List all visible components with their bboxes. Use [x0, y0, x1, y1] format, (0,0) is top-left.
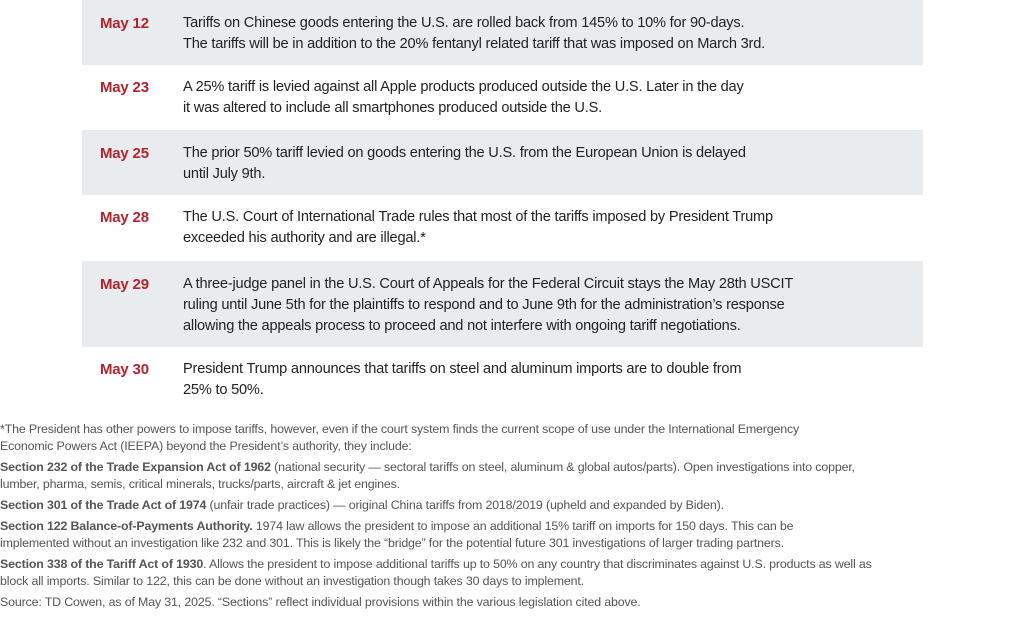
- timeline-description: [183, 77, 744, 119]
- section-title: Section 122 Balance-of-Payments Authority.: [0, 519, 253, 533]
- tariff-timeline: [82, 0, 923, 414]
- timeline-date: May 29: [100, 276, 149, 293]
- timeline-row: [82, 130, 923, 195]
- timeline-date: May 30: [100, 361, 149, 378]
- timeline-date: May 12: [100, 15, 149, 32]
- footnote-line: [0, 556, 1020, 573]
- footnotes: [0, 421, 1020, 615]
- description-line: The U.S. Court of International Trade rules that most of the tariffs imposed by President Trump: [183, 209, 773, 225]
- timeline-date: May 23: [100, 79, 149, 96]
- timeline-row: [82, 195, 923, 261]
- footnote-line: block all imports. Similar to 122, this can be done without an investigation though takes 30 days to implement.: [0, 574, 584, 588]
- footnote-line: Source: TD Cowen, as of May 31, 2025. “Sections” reflect individual provisions within the various legislation cited above.: [0, 595, 641, 609]
- footnote-line: Economic Powers Act (IEEPA) beyond the President’s authority, they include:: [0, 439, 412, 453]
- footnote-line: *The President has other powers to impose tariffs, however, even if the court system finds the current scope of use under the International Emergency: [0, 422, 800, 436]
- description-line: A three-judge panel in the U.S. Court of Appeals for the Federal Circuit stays the May 28th USCIT: [183, 276, 794, 292]
- section-title: Section 301 of the Trade Act of 1974: [0, 498, 207, 512]
- description-line: The tariffs will be in addition to the 20% fentanyl related tariff that was imposed on March 3rd.: [183, 36, 765, 52]
- footnote-section-301: [0, 497, 1020, 514]
- timeline-description: [183, 143, 746, 185]
- description-line: ruling until June 5th for the plaintiffs to respond and to June 9th for the administration’s response: [183, 297, 785, 313]
- description-line: it was altered to include all smartphones produced outside the U.S.: [183, 100, 602, 116]
- timeline-date: May 28: [100, 209, 149, 226]
- timeline-description: [183, 274, 793, 337]
- footnote-line: [0, 518, 1020, 535]
- section-text: (unfair trade practices) — original China tariffs from 2018/2019 (upheld and expanded by Biden).: [206, 498, 724, 512]
- section-title: Section 232 of the Trade Expansion Act of 1962: [0, 460, 271, 474]
- footnote-intro: [0, 421, 1020, 455]
- description-line: exceeded his authority and are illegal.*: [183, 230, 426, 246]
- section-text: 1974 law allows the president to impose an additional 15% tariff on imports for 150 days. This can be: [252, 519, 794, 533]
- footnote-line: [0, 497, 1020, 514]
- timeline-row: [82, 261, 923, 347]
- description-line: Tariffs on Chinese goods entering the U.S. are rolled back from 145% to 10% for 90-days.: [183, 15, 745, 31]
- footnote-section-232: [0, 459, 1020, 493]
- description-line: until July 9th.: [183, 166, 266, 182]
- timeline-row: [82, 65, 923, 130]
- section-text: (national security — sectoral tariffs on steel, aluminum & global autos/parts). Open investigations into copper,: [270, 460, 855, 474]
- section-title: Section 338 of the Tariff Act of 1930: [0, 557, 204, 571]
- description-line: 25% to 50%.: [183, 382, 264, 398]
- footnote-line: lumber, pharma, semis, critical minerals, trucks/parts, aircraft & jet engines.: [0, 477, 400, 491]
- description-line: allowing the appeals process to proceed and not interfere with ongoing tariff negotiations.: [183, 318, 741, 334]
- footnote-line: [0, 459, 1020, 476]
- description-line: The prior 50% tariff levied on goods entering the U.S. from the European Union is delayed: [183, 145, 746, 161]
- timeline-date: May 25: [100, 145, 149, 162]
- footnote-line: implemented without an investigation like 232 and 301. This is likely the “bridge” for the potential future 301 investigations of larger trading partners.: [0, 536, 784, 550]
- timeline-description: [183, 207, 773, 249]
- footnote-section-122: [0, 518, 1020, 552]
- description-line: A 25% tariff is levied against all Apple products produced outside the U.S. Later in the day: [183, 79, 744, 95]
- timeline-row: [82, 347, 923, 414]
- timeline-row: [82, 0, 923, 65]
- description-line: President Trump announces that tariffs on steel and aluminum imports are to double from: [183, 361, 742, 377]
- source-note: [0, 594, 1020, 611]
- timeline-description: [183, 359, 741, 401]
- section-text: . Allows the president to impose additional tariffs up to 50% on any country that discriminates against U.S. products as well as: [203, 557, 872, 571]
- timeline-description: [183, 13, 765, 55]
- footnote-section-338: [0, 556, 1020, 590]
